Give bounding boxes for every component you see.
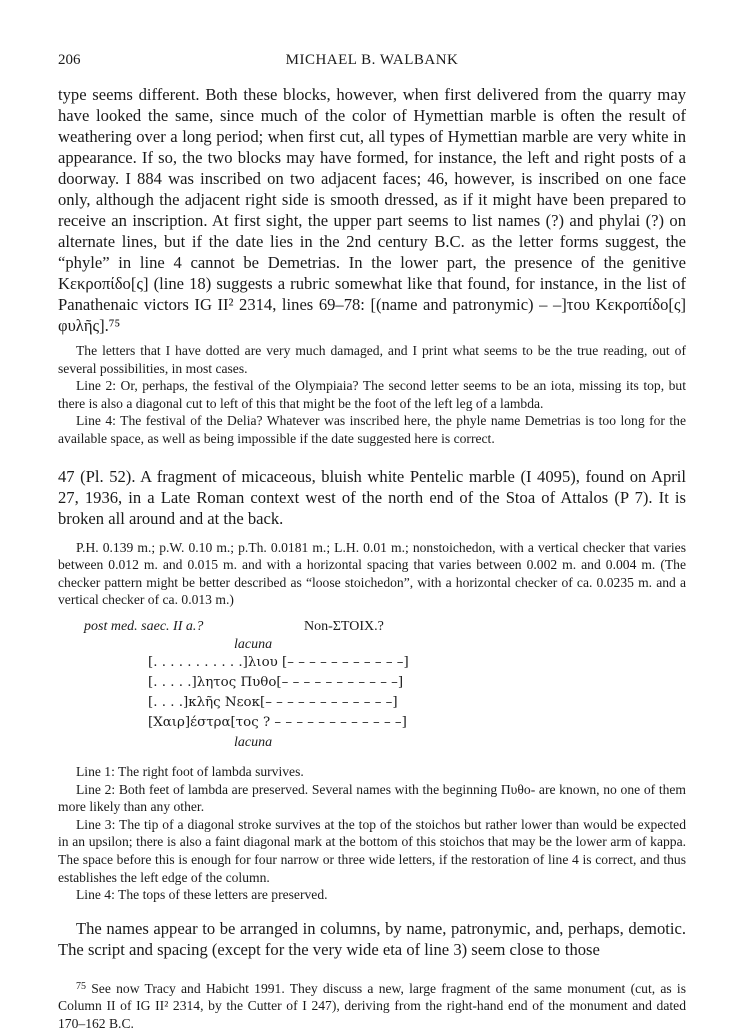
note-47-line-2: Line 2: Both feet of lambda are preserved. Several names with the beginning Πυθο- are known, no one of them more likely than any other. [58, 781, 686, 815]
entry-47-measurements: P.H. 0.139 m.; p.W. 0.10 m.; p.Th. 0.0181 m.; L.H. 0.01 m.; nonstoichedon, with a vertical checker that varies between 0.012 m. and 0.015 m. and with a horizontal spacing that varies between 0.002 m. and 0.004 m. (The checker pattern might be better described as “loose stoichedon”, with a horizontal checker of ca. 0.0235 m. and a vertical checker of ca. 0.013 m.) [58, 539, 686, 608]
inscription-line-1: [. . . . . . . . . . .]λιου [– – – – – – – – – – –] [148, 654, 409, 670]
footnote-mark: 75 [76, 980, 86, 992]
inscription-line-3: [. . . .]κλῆς Νεοκ[– – – – – – – – – – – –] [148, 694, 398, 710]
inscription-line-4: [Χαιρ]έστρα[τος ? – – – – – – – – – – – –] [148, 714, 407, 730]
inscription-style: Non-ΣΤΟΙΧ.? [304, 618, 384, 634]
body-paragraph-46: type seems different. Both these blocks, however, when first delivered from the quarry may have looked the same, since much of the color of Hymettian marble is often the result of weathering over a long period; when first cut, all types of Hymettian marble are very white in appearance. If so, the two blocks may have formed, for instance, the left and right posts of a doorway. I 884 was inscribed on two adjacent faces; 46, however, is inscribed on one face only, although the adjacent right side is smooth dressed, as if it might have been prepared to receive an inscription. At first sight, the upper part seems to list names (?) and phylai (?) on alternate lines, but if the date lies in the 2nd century B.C. as the letter forms suggest, the “phyle” in line 4 cannot be Demetrias. In the lower part, the presence of the genitive Κεκροπίδο[ς] (line 18) suggests a rubric somewhat like that found, for instance, in the list of Panathenaic victors IG II² 2314, lines 69–78: [(name and patronymic) – –]του Κεκροπίδο[ς] φυλῆς].⁷⁵ [58, 85, 686, 335]
body-paragraph-columns: The names appear to be arranged in columns, by name, patronymic, and, perhaps, demotic. The script and spacing (except for the very wide eta of line 3) seem close to those [58, 918, 686, 959]
running-head: MICHAEL B. WALBANK [285, 52, 459, 68]
footnote-75 [58, 980, 686, 1032]
notes-47 [58, 763, 686, 904]
footnote-text: See now Tracy and Habicht 1991. They discuss a new, large fragment of the same monument (cut, as is Column II of IG II² 2314, by the Cutter of I 247), deriving from the right-hand end of the monument and dated 170–162 B.C. [58, 980, 686, 1031]
lacuna-top: lacuna [234, 636, 273, 652]
note-47-line-3: Line 3: The tip of a diagonal stroke survives at the top of the stoichos but rather lower than would be expected in an upsilon; there is also a faint diagonal mark at the bottom of this stoichos that may be the lower arm of kappa. The space before this is enough for four narrow or three wide letters, if the restoration of line 4 is correct, and thus establishes the left edge of the column. [58, 816, 686, 885]
lacuna-bottom: lacuna [234, 734, 273, 750]
page-header [58, 52, 686, 78]
notes-46 [58, 342, 686, 448]
entry-47-description: 47 (Pl. 52). A fragment of micaceous, bluish white Pentelic marble (I 4095), found on April 27, 1936, in a Late Roman context west of the north end of the Stoa of Attalos (P 7). It is broken all around and at the back. [58, 466, 686, 528]
note-47-line-1: Line 1: The right foot of lambda survives. [76, 763, 304, 779]
note-46-line-4: Line 4: The festival of the Delia? Whatever was inscribed here, the phyle name Demetrias is too long for the available space, as well as being impossible if the date suggested here is correct. [58, 413, 686, 446]
note-46-dotted: The letters that I have dotted are very much damaged, and I print what seems to be the true reading, out of several possibilities, in most cases. [58, 343, 686, 376]
inscription-text [58, 619, 686, 753]
inscription-line-2: [. . . . .]λητος Πυθο[– – – – – – – – – – –] [148, 674, 404, 690]
note-46-line-2: Line 2: Or, perhaps, the festival of the Olympiaia? The second letter seems to be an iota, missing its top, but there is also a diagonal cut to left of this that might be the foot of the left leg of a lambda. [58, 378, 686, 411]
page-number: 206 [58, 52, 81, 68]
note-47-line-4: Line 4: The tops of these letters are preserved. [76, 887, 328, 903]
inscription-date: post med. saec. II a.? [84, 618, 204, 634]
page [58, 52, 686, 1032]
